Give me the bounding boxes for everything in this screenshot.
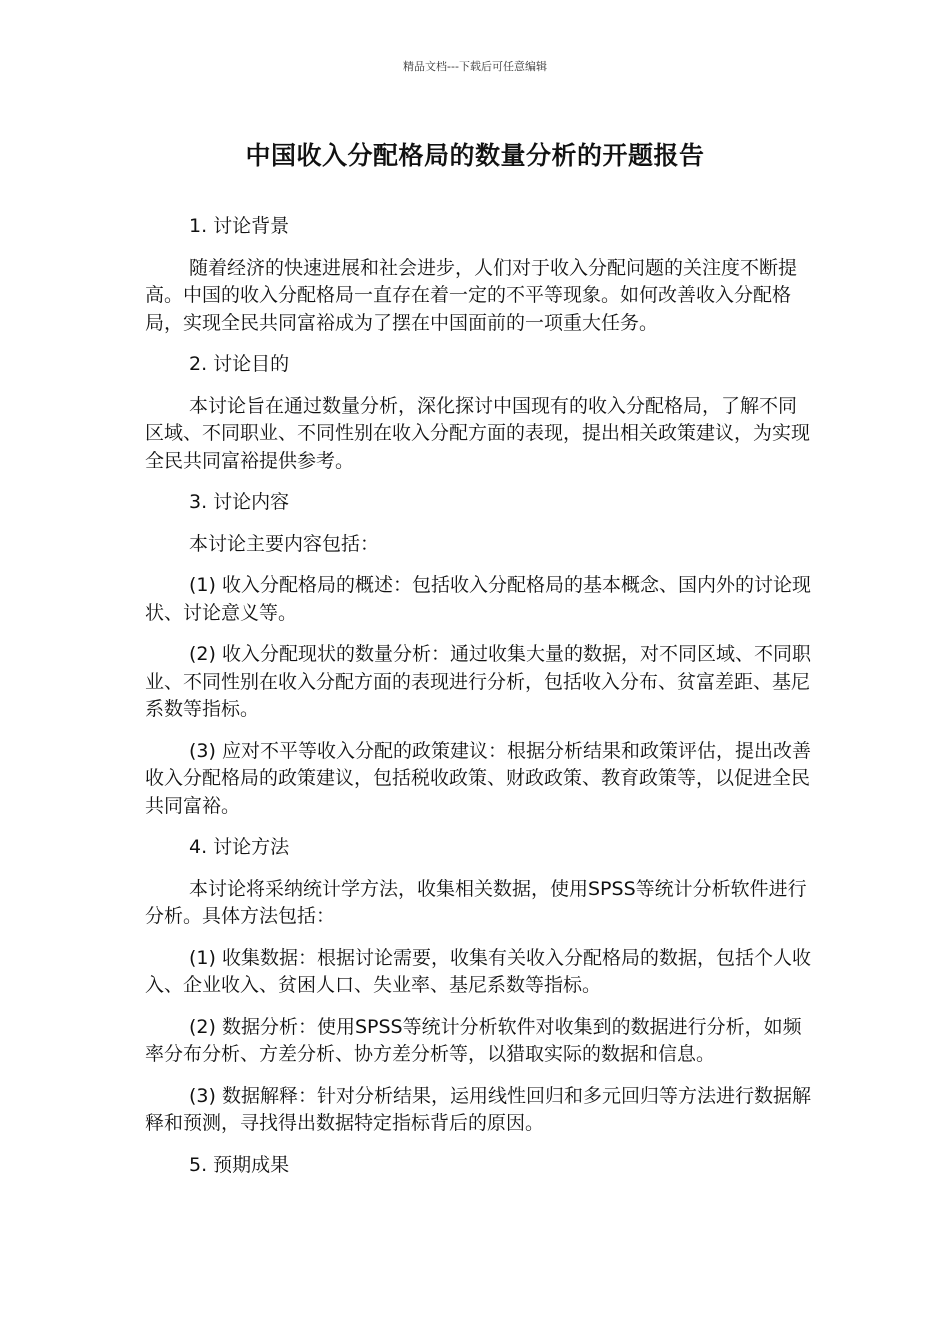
document-title: 中国收入分配格局的数量分析的开题报告 (245, 141, 705, 170)
section-heading-content: 3. 讨论内容 (189, 491, 290, 513)
section-heading-background: 1. 讨论背景 (189, 215, 290, 237)
paragraph-method-item-3: (3) 数据解释：针对分析结果，运用线性回归和多元回归等方法进行数据解释和预测，寻找得出数据特定指标背后的原因。 (145, 1084, 811, 1134)
paragraph-background: 随着经济的快速进展和社会进步，人们对于收入分配问题的关注度不断提高。中国的收入分配格局一直存在着一定的不平等现象。如何改善收入分配格局，实现全民共同富裕成为了摆在中国面前的一项重大任务。 (145, 256, 798, 334)
paragraph-content-intro: 本讨论主要内容包括： (189, 532, 380, 555)
paragraph-purpose: 本讨论旨在通过数量分析，深化探讨中国现有的收入分配格局，了解不同区域、不同职业、不同性别在收入分配方面的表现，提出相关政策建议，为实现全民共同富裕提供参考。 (145, 394, 811, 472)
paragraph-content-item-3: (3) 应对不平等收入分配的政策建议：根据分析结果和政策评估，提出改善收入分配格局的政策建议，包括税收政策、财政政策、教育政策等，以促进全民共同富裕。 (145, 739, 811, 817)
paragraph-content-item-2: (2) 收入分配现状的数量分析：通过收集大量的数据，对不同区域、不同职业、不同性别在收入分配方面的表现进行分析，包括收入分布、贫富差距、基尼系数等指标。 (145, 643, 811, 720)
document-body (145, 213, 811, 1193)
section-heading-expected-results: 5. 预期成果 (189, 1153, 290, 1176)
section-heading-method: 4. 讨论方法 (189, 836, 290, 858)
paragraph-method-item-2: (2) 数据分析：使用SPSS等统计分析软件对收集到的数据进行分析，如频率分布分析、方差分析、协方差分析等，以猎取实际的数据和信息。 (145, 1015, 802, 1065)
paragraph-content-item-1: (1) 收入分配格局的概述：包括收入分配格局的基本概念、国内外的讨论现状、讨论意义等。 (145, 574, 811, 624)
header-note: 精品文档---下载后可任意编辑 (403, 60, 547, 73)
paragraph-method-intro: 本讨论将采纳统计学方法，收集相关数据，使用SPSS等统计分析软件进行分析。具体方法包括： (145, 877, 807, 927)
paragraph-method-item-1: (1) 收集数据：根据讨论需要，收集有关收入分配格局的数据，包括个人收入、企业收入、贫困人口、失业率、基尼系数等指标。 (145, 946, 811, 996)
section-heading-purpose: 2. 讨论目的 (189, 353, 290, 375)
